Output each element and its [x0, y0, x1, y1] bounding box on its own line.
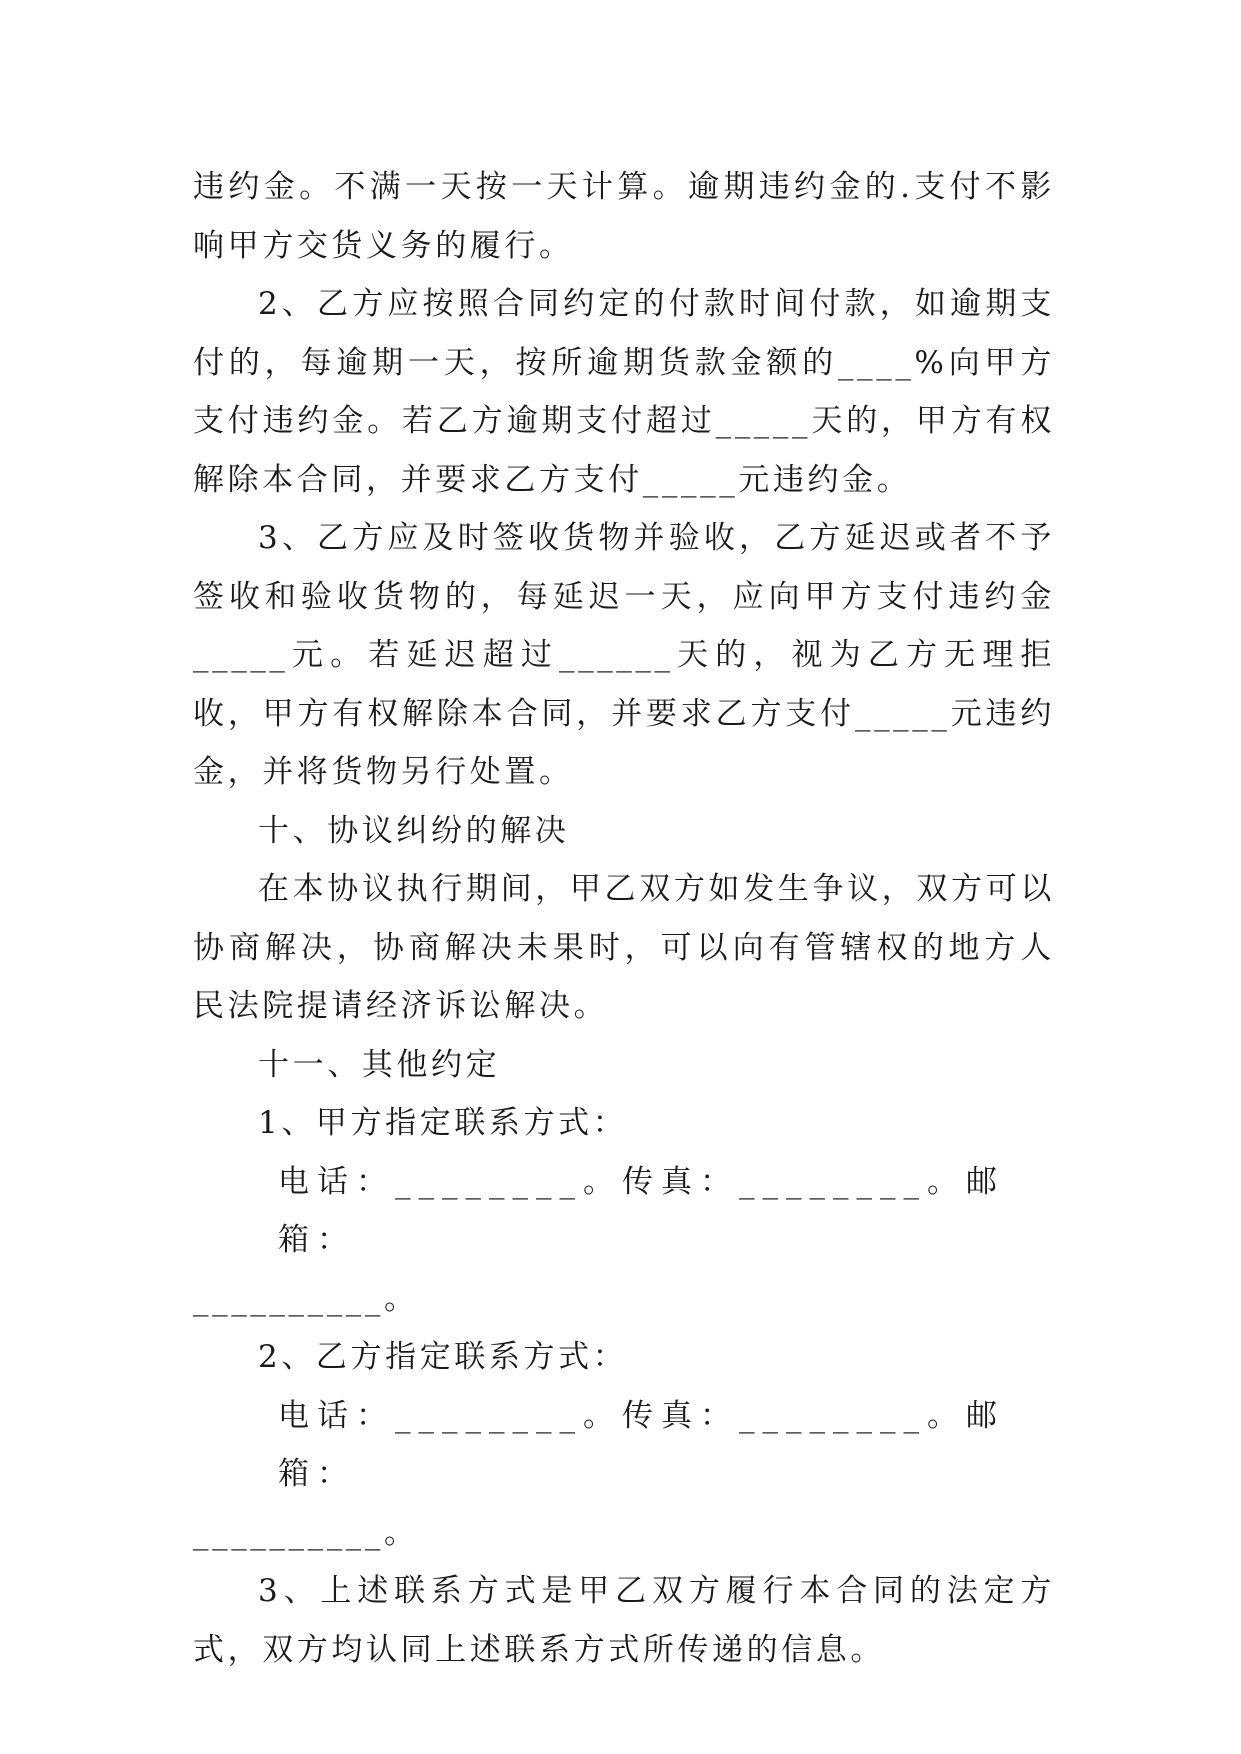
paragraph-penalty-acceptance: 3、乙方应及时签收货物并验收，乙方延迟或者不予签收和验收货物的，每延迟一天，应向甲方支付违约金_____元。若延迟超过______天的，视为乙方无理拒收，甲方有权解除本合同，并要求乙方支付_____元违约金，并将货物另行处置。 — [193, 520, 1055, 790]
paragraph-penalty-payment: 2、乙方应按照合同约定的付款时间付款，如逾期支付的，每逾期一天，按所逾期货款金额的____%向甲方支付违约金。若乙方逾期支付超过_____天的，甲方有权解除本合同，并要求乙方支付_____元违约金。 — [193, 286, 1055, 498]
paragraph-penalty-delivery: 违约金。不满一天按一天计算。逾期违约金的.支付不影响甲方交货义务的履行。 — [193, 169, 1055, 264]
document-page — [193, 158, 1055, 1679]
contact-party-a-title: 1、甲方指定联系方式： — [258, 1105, 628, 1141]
section-heading-other: 十一、其他约定 — [258, 1046, 501, 1083]
contact-party-b-line: 电话：________。传真：________。邮箱： — [278, 1397, 1005, 1492]
paragraph-contact-legal: 3、上述联系方式是甲乙双方履行本合同的法定方式，双方均认同上述联系方式所传递的信息。 — [193, 1573, 1055, 1668]
paragraph-dispute: 在本协议执行期间，甲乙双方如发生争议，双方可以协商解决，协商解决未果时，可以向有管辖权的地方人民法院提请经济诉讼解决。 — [193, 871, 1055, 1024]
contact-party-b-email-blank: __________。 — [193, 1514, 419, 1551]
contact-party-a-line: 电话：________。传真：________。邮箱： — [278, 1163, 1005, 1258]
contact-party-a-email-blank: __________。 — [193, 1280, 419, 1317]
section-heading-dispute: 十、协议纠纷的解决 — [258, 812, 570, 849]
contact-party-b-title: 2、乙方指定联系方式： — [258, 1339, 628, 1375]
